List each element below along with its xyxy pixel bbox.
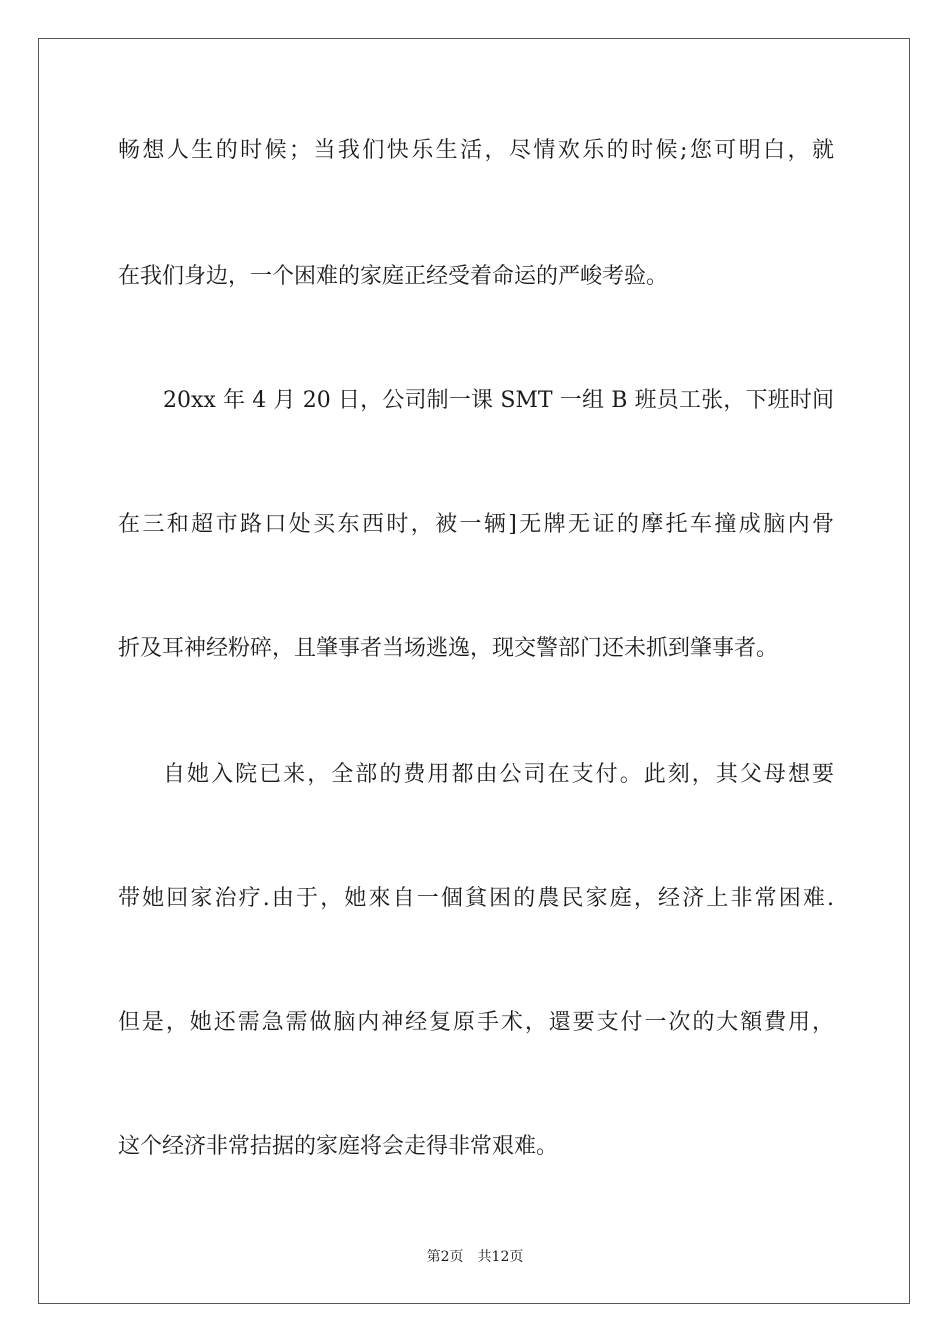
paragraph-line: 这个经济非常拮据的家庭将会走得非常艰难。 <box>118 1134 559 1159</box>
paragraph-line: 20xx 年 4 月 20 日，公司制一课 SMT 一组 B 班员工张，下班时间 <box>163 388 834 413</box>
paragraph-line: 带她回家治疗.由于，她來自一個貧困的農民家庭，经济上非常困难. <box>118 886 834 911</box>
total-pages: 共12页 <box>477 1249 524 1265</box>
paragraph-line: 自她入院已来，全部的费用都由公司在支付。此刻，其父母想要 <box>163 762 834 787</box>
paragraph-line: 但是，她还需急需做脑内神经复原手术，還要支付一次的大額費用， <box>118 1010 834 1035</box>
paragraph-line: 在三和超市路口处买东西时，被一辆]无牌无证的摩托车撞成脑内骨 <box>118 512 834 537</box>
current-page-number: 第2页 <box>426 1249 464 1265</box>
page-border <box>38 38 910 1304</box>
page-footer <box>0 1246 950 1266</box>
paragraph-line: 在我们身边，一个困难的家庭正经受着命运的严峻考验。 <box>118 264 669 289</box>
paragraph-line: 畅想人生的时候；当我们快乐生活，尽情欢乐的时候;您可明白，就 <box>118 138 834 163</box>
paragraph-line: 折及耳神经粉碎，且肇事者当场逃逸，现交警部门还未抓到肇事者。 <box>118 636 779 661</box>
